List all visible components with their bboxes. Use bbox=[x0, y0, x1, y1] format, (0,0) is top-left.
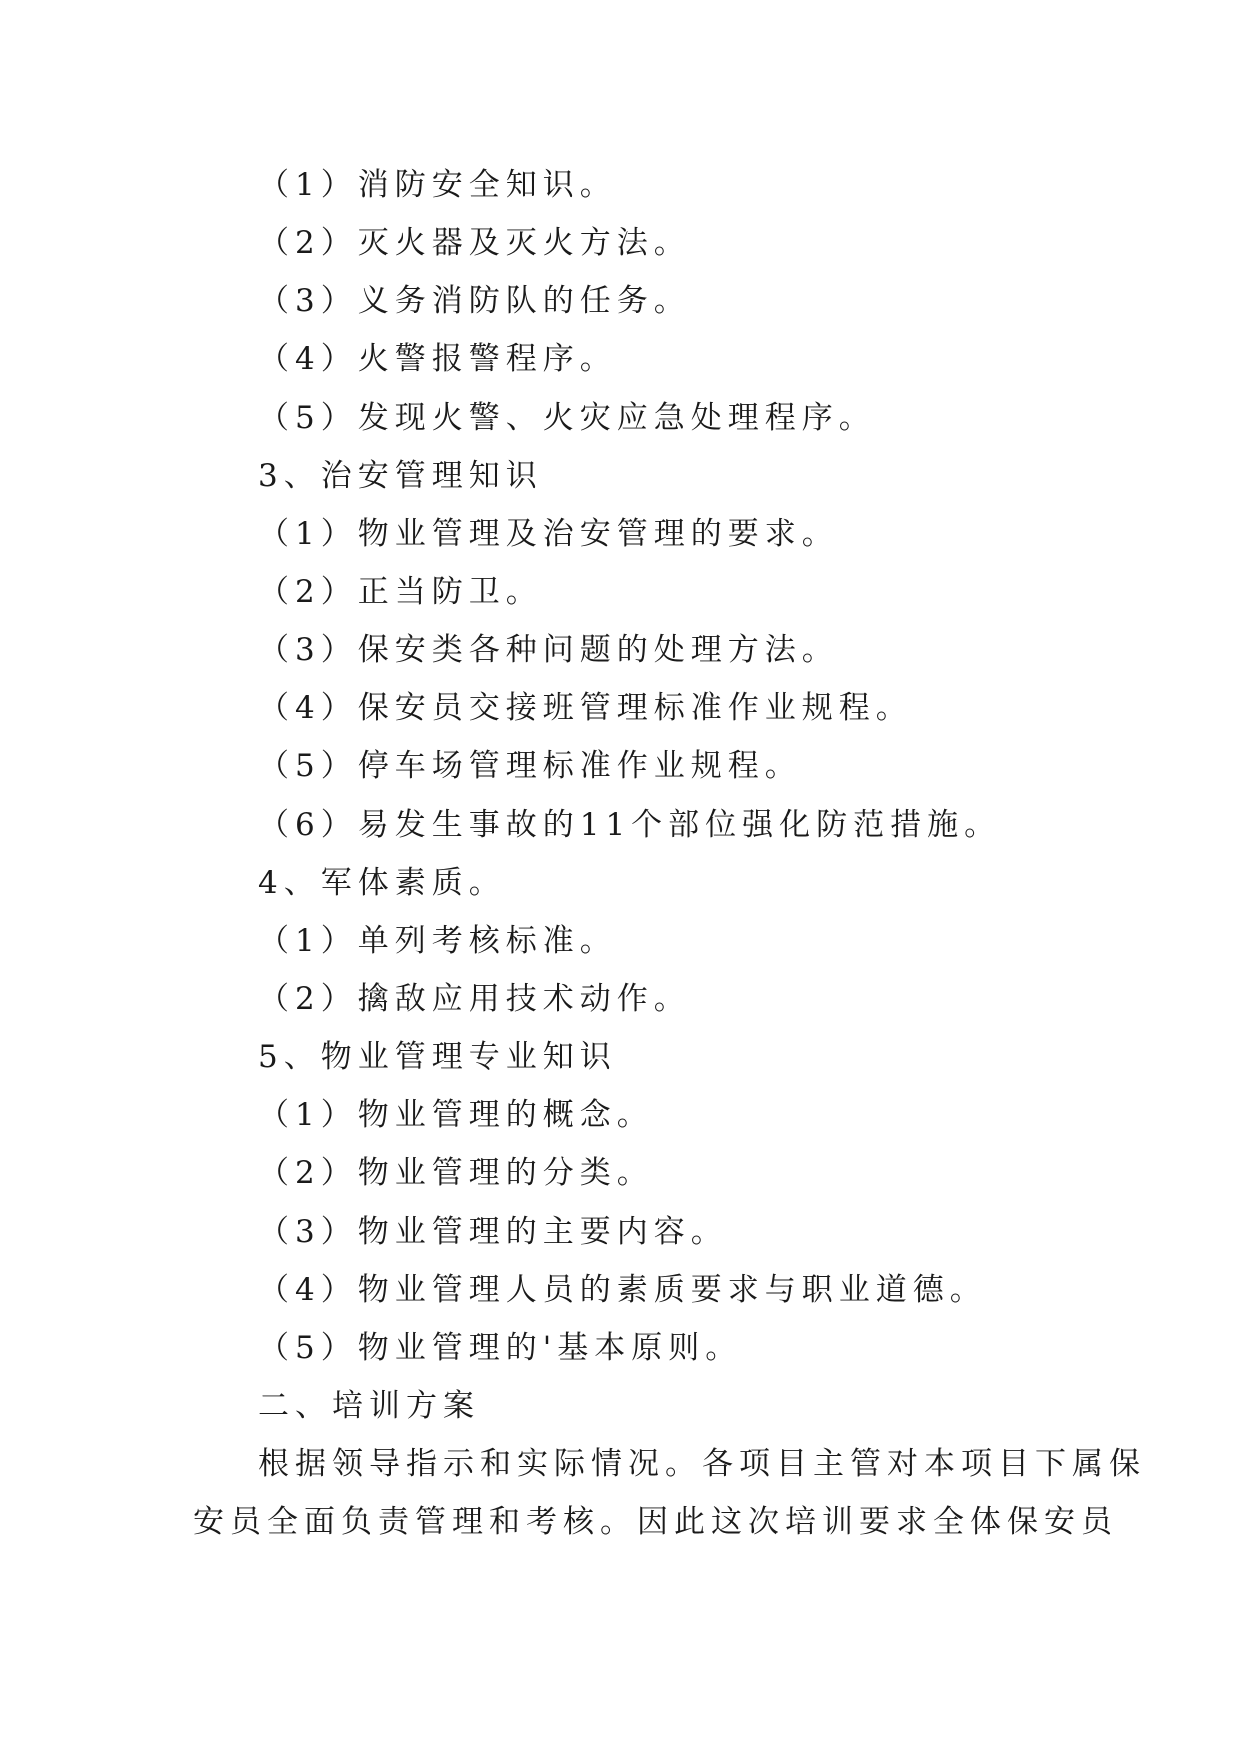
section-heading: 4、军体素质。 bbox=[258, 865, 506, 901]
list-item: （5）物业管理的'基本原则。 bbox=[258, 1330, 743, 1366]
list-item: （1）物业管理的概念。 bbox=[258, 1097, 654, 1133]
paragraph-line: 根据领导指示和实际情况。各项目主管对本项目下属保 bbox=[258, 1446, 1146, 1482]
list-item: （3）保安类各种问题的处理方法。 bbox=[258, 632, 839, 668]
list-item: （4）物业管理人员的素质要求与职业道德。 bbox=[258, 1272, 987, 1308]
list-item: （2）擒敌应用技术动作。 bbox=[258, 981, 691, 1017]
list-item: （2）灭火器及灭火方法。 bbox=[258, 225, 691, 261]
list-item: （1）物业管理及治安管理的要求。 bbox=[258, 516, 839, 552]
section-heading: 二、培训方案 bbox=[258, 1388, 480, 1424]
list-item: （3）义务消防队的任务。 bbox=[258, 283, 691, 319]
list-item: （5）停车场管理标准作业规程。 bbox=[258, 748, 802, 784]
list-item: （1）单列考核标准。 bbox=[258, 923, 617, 959]
list-item: （4）保安员交接班管理标准作业规程。 bbox=[258, 690, 913, 726]
list-item: （5）发现火警、火灾应急处理程序。 bbox=[258, 400, 876, 436]
list-item: （2）正当防卫。 bbox=[258, 574, 543, 610]
section-heading: 3、治安管理知识 bbox=[258, 458, 543, 494]
list-item: （1）消防安全知识。 bbox=[258, 167, 617, 203]
list-item: （6）易发生事故的11个部位强化防范措施。 bbox=[258, 807, 1002, 843]
section-heading: 5、物业管理专业知识 bbox=[258, 1039, 617, 1075]
paragraph-line: 安员全面负责管理和考核。因此这次培训要求全体保安员 bbox=[193, 1504, 1118, 1540]
list-item: （4）火警报警程序。 bbox=[258, 341, 617, 377]
list-item: （3）物业管理的主要内容。 bbox=[258, 1214, 728, 1250]
list-item: （2）物业管理的分类。 bbox=[258, 1155, 654, 1191]
